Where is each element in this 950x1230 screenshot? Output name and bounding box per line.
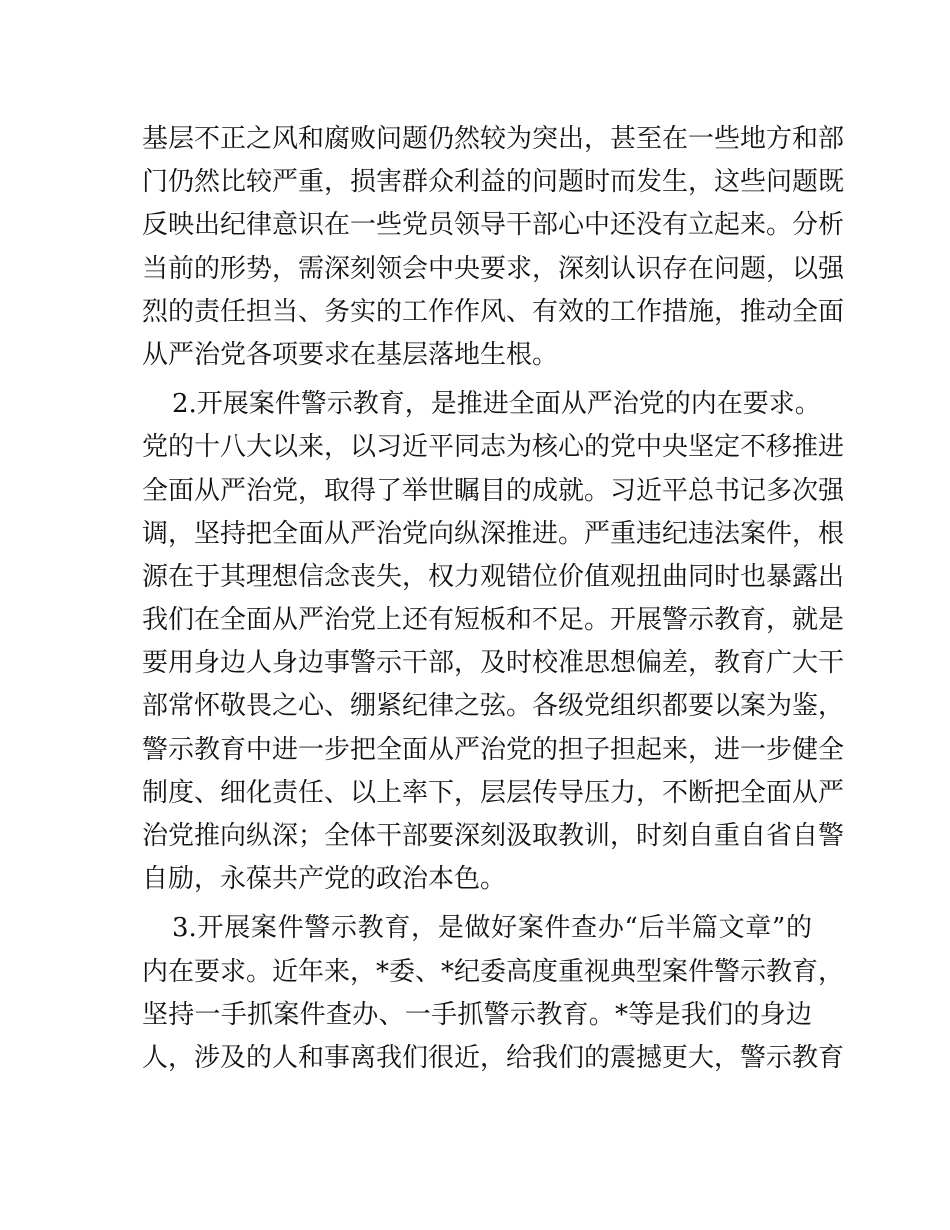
text-line: 人，涉及的人和事离我们很近，给我们的震撼更大，警示教育 [142,1042,845,1073]
text-line: 部常怀敬畏之心、绷紧纪律之弦。各级党组织都要以案为鉴， [142,691,845,722]
text-line: 内在要求。近年来，*委、*纪委高度重视典型案件警示教育， [142,956,845,987]
text-line: 烈的责任担当、务实的工作作风、有效的工作措施，推动全面 [142,296,845,327]
text-line: 从严治党各项要求在基层落地生根。 [142,339,559,370]
text-line: 要用身边人身边事警示干部，及时校准思想偏差，教育广大干 [142,648,845,679]
paragraph-3 [142,907,845,1080]
paragraph-2 [142,383,845,901]
text-line: 制度、细化责任、以上率下，层层传导压力，不断把全面从严 [142,777,845,808]
text-line: 警示教育中进一步把全面从严治党的担子担起来，进一步健全 [142,734,845,765]
text-line: 党的十八大以来，以习近平同志为核心的党中央坚定不移推进 [142,432,845,463]
text-line: 2.开展案件警示教育，是推进全面从严治党的内在要求。 [172,389,821,420]
text-line: 调，坚持把全面从严治党向纵深推进。严重违纪违法案件，根 [142,518,845,549]
text-line: 自励，永葆共产党的政治本色。 [142,864,507,895]
text-line: 源在于其理想信念丧失，权力观错位价值观扭曲同时也暴露出 [142,561,845,592]
text-line: 治党推向纵深；全体干部要深刻汲取教训，时刻自重自省自警 [142,821,845,851]
text-line: 3.开展案件警示教育，是做好案件查办“后半篇文章”的 [172,913,812,944]
text-line: 当前的形势，需深刻领会中央要求，深刻认识存在问题，以强 [142,253,845,284]
text-line: 我们在全面从严治党上还有短板和不足。开展警示教育，就是 [142,605,845,636]
text-line: 全面从严治党，取得了举世瞩目的成就。习近平总书记多次强 [142,475,845,506]
text-line: 门仍然比较严重，损害群众利益的问题时而发生，这些问题既 [142,167,845,198]
document-body [142,118,845,1080]
paragraph-1 [142,118,845,377]
text-line: 反映出纪律意识在一些党员领导干部心中还没有立起来。分析 [142,210,845,241]
text-line: 基层不正之风和腐败问题仍然较为突出，甚至在一些地方和部 [142,124,845,154]
text-line: 坚持一手抓案件查办、一手抓警示教育。*等是我们的身边 [142,999,812,1030]
